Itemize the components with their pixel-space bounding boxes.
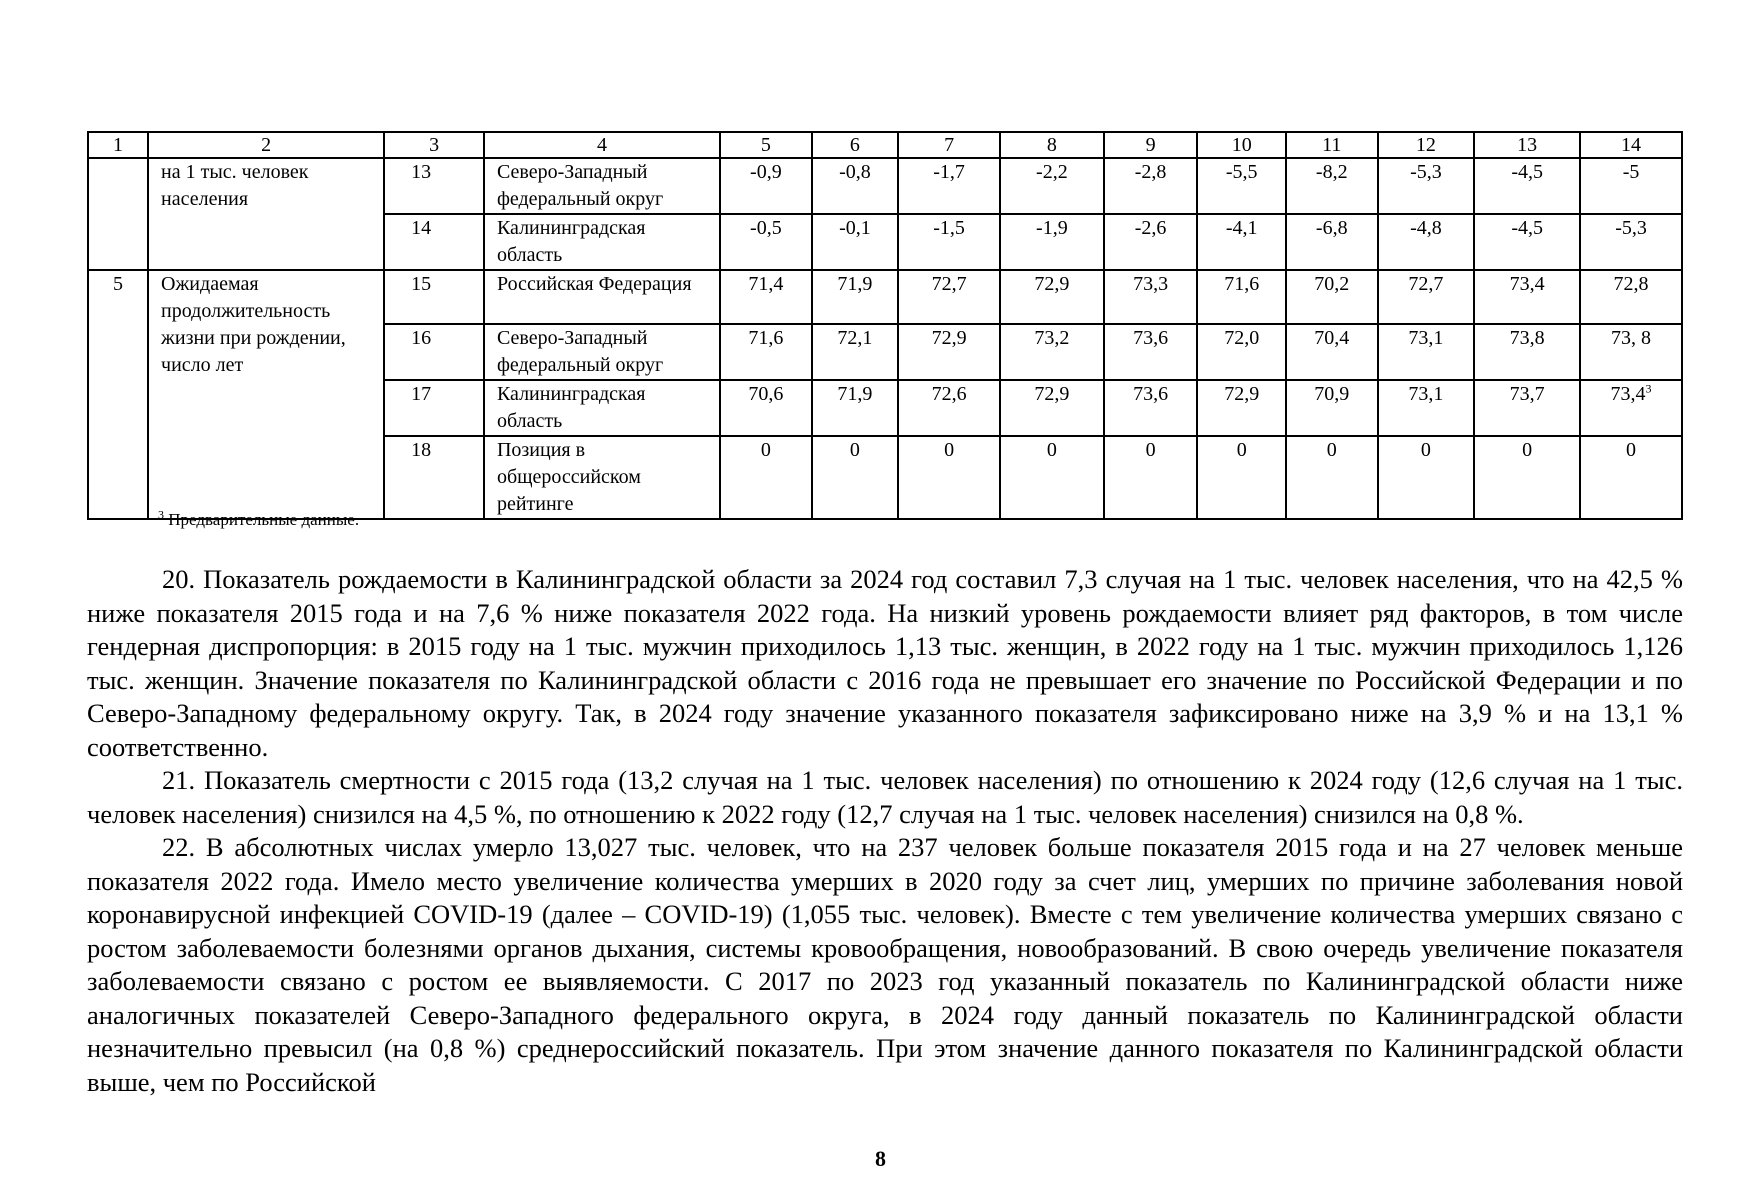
row-number-cell: 17 xyxy=(384,380,484,436)
value-cell: 73, 8 xyxy=(1580,324,1682,380)
value-cell: -0,5 xyxy=(720,214,812,270)
table-footnote xyxy=(158,507,360,530)
header-cell: 10 xyxy=(1197,132,1286,158)
value-cell: 73,1 xyxy=(1378,380,1475,436)
row-number-cell: 14 xyxy=(384,214,484,270)
value-cell: -5 xyxy=(1580,158,1682,214)
row-number-cell: 16 xyxy=(384,324,484,380)
value-cell: 73,6 xyxy=(1104,324,1198,380)
region-cell: Калининградская область xyxy=(484,380,720,436)
value-cell: -4,5 xyxy=(1474,214,1580,270)
header-cell: 9 xyxy=(1104,132,1198,158)
indicator-cell: на 1 тыс. человек населения xyxy=(148,158,384,270)
value-cell: -2,8 xyxy=(1104,158,1198,214)
value-cell: 70,2 xyxy=(1286,270,1378,324)
region-cell: Северо-Западный федеральный округ xyxy=(484,324,720,380)
value-cell: 0 xyxy=(1197,436,1286,519)
value-cell: -1,7 xyxy=(898,158,1000,214)
footnote-reference: 3 xyxy=(1645,381,1652,396)
paragraph-21: 21. Показатель смертности с 2015 года (13,2 случая на 1 тыс. человек населения) по отношению к 2024 году (12,6 случая на 1 тыс. человек населения) снизился на 4,5 %, по отношению к 2022 году (12,7 случая на 1 тыс. человек населения) снизился на 0,8 %. xyxy=(87,765,1683,829)
value-cell: 0 xyxy=(1000,436,1104,519)
value-cell: 70,9 xyxy=(1286,380,1378,436)
value-cell: 72,1 xyxy=(812,324,899,380)
value-cell: 0 xyxy=(1580,436,1682,519)
value-cell: 73,6 xyxy=(1104,380,1198,436)
value-cell: 72,9 xyxy=(1000,380,1104,436)
header-cell: 7 xyxy=(898,132,1000,158)
value-cell: 72,7 xyxy=(898,270,1000,324)
row-number-cell: 18 xyxy=(384,436,484,519)
value-cell: 72,0 xyxy=(1197,324,1286,380)
value-cell: -0,9 xyxy=(720,158,812,214)
data-table xyxy=(87,131,1683,520)
value-cell: 72,9 xyxy=(1000,270,1104,324)
page-number: 8 xyxy=(875,1146,886,1171)
value-cell: -5,3 xyxy=(1378,158,1475,214)
table-row xyxy=(88,158,1682,214)
value-cell: 0 xyxy=(1286,436,1378,519)
header-cell: 2 xyxy=(148,132,384,158)
value-cell: -5,3 xyxy=(1580,214,1682,270)
value-cell: -4,1 xyxy=(1197,214,1286,270)
value-cell: 73,4 xyxy=(1474,270,1580,324)
value-cell: 0 xyxy=(1474,436,1580,519)
header-cell: 11 xyxy=(1286,132,1378,158)
header-cell: 14 xyxy=(1580,132,1682,158)
value-text: 73,4 xyxy=(1610,383,1646,405)
footnote-text: Предварительные данные. xyxy=(168,510,360,529)
value-cell: 72,9 xyxy=(898,324,1000,380)
header-cell: 4 xyxy=(484,132,720,158)
footnote-mark: 3 xyxy=(158,507,164,522)
value-cell: -0,1 xyxy=(812,214,899,270)
value-cell: -2,6 xyxy=(1104,214,1198,270)
body-text xyxy=(87,563,1683,1099)
value-cell: 71,9 xyxy=(812,270,899,324)
value-cell: 70,4 xyxy=(1286,324,1378,380)
paragraph-20: 20. Показатель рождаемости в Калининградской области за 2024 год составил 7,3 случая на 1 тыс. человек населения, что на 42,5 % ниже показателя 2015 года и на 7,6 % ниже показателя 2022 года. На низкий уровень рождаемости влияет ряд факторов, в том числе гендерная диспропорция: в 2015 году на 1 тыс. мужчин приходилось 1,13 тыс. женщин, в 2022 году на 1 тыс. мужчин приходилось 1,126 тыс. женщин. Значение показателя по Калининградской области с 2016 года не превышает его значение по Российской Федерации и по Северо-Западному федеральному округу. Так, в 2024 году значение указанного показателя зафиксировано ниже на 3,9 % и на 13,1 % соответственно. xyxy=(87,564,1683,762)
table-row xyxy=(88,270,1682,324)
table-header-row xyxy=(88,132,1682,158)
region-cell: Северо-Западный федеральный округ xyxy=(484,158,720,214)
region-cell: Калининградская область xyxy=(484,214,720,270)
value-cell: 72,9 xyxy=(1197,380,1286,436)
value-cell: 0 xyxy=(812,436,899,519)
value-cell: -2,2 xyxy=(1000,158,1104,214)
header-cell: 13 xyxy=(1474,132,1580,158)
value-cell: -1,5 xyxy=(898,214,1000,270)
header-cell: 8 xyxy=(1000,132,1104,158)
value-cell: 0 xyxy=(898,436,1000,519)
value-cell: 72,7 xyxy=(1378,270,1475,324)
value-cell: 0 xyxy=(1378,436,1475,519)
value-cell: 73,3 xyxy=(1104,270,1198,324)
header-cell: 1 xyxy=(88,132,148,158)
value-cell: 0 xyxy=(1104,436,1198,519)
value-cell: -6,8 xyxy=(1286,214,1378,270)
header-cell: 6 xyxy=(812,132,899,158)
value-cell: 73,7 xyxy=(1474,380,1580,436)
value-cell: 70,6 xyxy=(720,380,812,436)
value-cell: 71,9 xyxy=(812,380,899,436)
region-cell: Позиция в общероссийском рейтинге xyxy=(484,436,720,519)
header-cell: 3 xyxy=(384,132,484,158)
value-cell: 0 xyxy=(720,436,812,519)
value-cell: -4,5 xyxy=(1474,158,1580,214)
value-cell: 72,8 xyxy=(1580,270,1682,324)
value-cell: 73,2 xyxy=(1000,324,1104,380)
value-cell: -4,8 xyxy=(1378,214,1475,270)
value-cell: 72,6 xyxy=(898,380,1000,436)
group-number-cell: 5 xyxy=(88,270,148,519)
value-cell: 71,6 xyxy=(720,324,812,380)
group-number-cell xyxy=(88,158,148,270)
value-cell: 71,4 xyxy=(720,270,812,324)
row-number-cell: 13 xyxy=(384,158,484,214)
header-cell: 5 xyxy=(720,132,812,158)
value-cell: -5,5 xyxy=(1197,158,1286,214)
header-cell: 12 xyxy=(1378,132,1475,158)
row-number-cell: 15 xyxy=(384,270,484,324)
value-cell xyxy=(1580,380,1682,436)
value-cell: -0,8 xyxy=(812,158,899,214)
value-cell: 73,8 xyxy=(1474,324,1580,380)
value-cell: -8,2 xyxy=(1286,158,1378,214)
indicator-cell: Ожидаемая продолжительность жизни при рождении, число лет xyxy=(148,270,384,519)
region-cell: Российская Федерация xyxy=(484,270,720,324)
value-cell: 73,1 xyxy=(1378,324,1475,380)
value-cell: 71,6 xyxy=(1197,270,1286,324)
paragraph-22: 22. В абсолютных числах умерло 13,027 тыс. человек, что на 237 человек больше показателя 2015 года и на 27 человек меньше показателя 2022 года. Имело место увеличение количества умерших в 2020 году за счет лиц, умерших по причине заболевания новой коронавирусной инфекцией COVID-19 (далее – COVID-19) (1,055 тыс. человек). Вместе с тем увеличение количества умерших связано с ростом заболеваемости болезнями органов дыхания, системы кровообращения, новообразований. В свою очередь увеличение показателя заболеваемости связано с ростом ее выявляемости. С 2017 по 2023 год указанный показатель по Калининградской области ниже аналогичных показателей Северо-Западного федерального округа, в 2024 году данный показатель по Калининградской области незначительно превысил (на 0,8 %) среднероссийский показатель. При этом значение данного показателя по Калининградской области выше, чем по Российской xyxy=(87,832,1683,1097)
value-cell: -1,9 xyxy=(1000,214,1104,270)
